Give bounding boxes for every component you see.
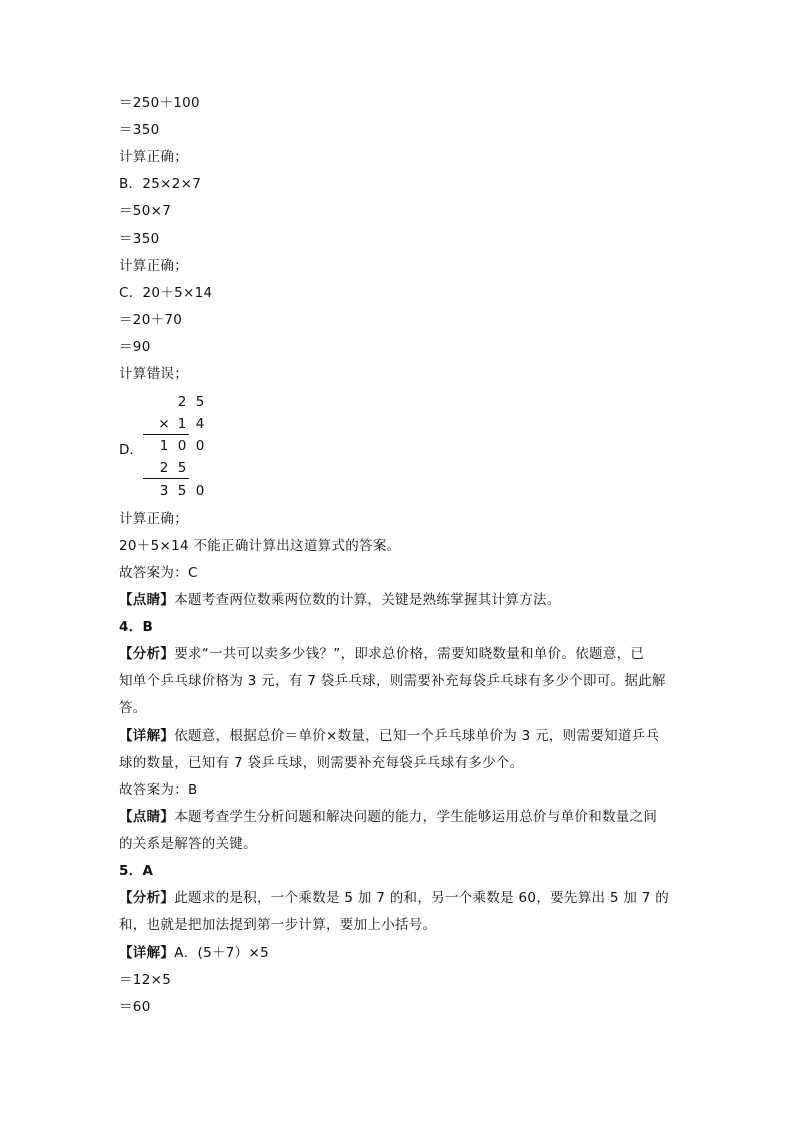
answer-line-q3: 故答案为：C xyxy=(119,565,198,581)
divider-line xyxy=(143,478,189,479)
digit: 4 xyxy=(195,416,205,432)
digit: 2 xyxy=(177,394,187,410)
tag-fenxi: 【分析】 xyxy=(119,646,175,662)
question-5-heading: 5．A xyxy=(119,863,154,879)
digit: 1 xyxy=(159,438,169,454)
solution-line: 计算错误； xyxy=(119,366,188,382)
detail-text: 依题意，根据总价＝单价×数量，已知一个乒乓球单价为 3 元，则需要知道乒乓 xyxy=(174,728,660,744)
result-text: 计算正确； xyxy=(119,511,188,527)
solution-line: ＝20＋70 xyxy=(119,312,183,328)
analysis-q4 xyxy=(119,644,644,664)
analysis-text: 和，也就是把加法提到第一步计算，要加上小括号。 xyxy=(119,917,437,933)
tag-dianjing: 【点睛】 xyxy=(119,809,175,825)
conclusion-text: 20＋5×14 不能正确计算出这道算式的答案。 xyxy=(119,538,401,554)
solution-line: 计算正确； xyxy=(119,258,188,274)
times-sign: × xyxy=(158,416,170,432)
detail-q4 xyxy=(119,726,659,746)
mult-row-partial-1 xyxy=(141,436,211,456)
digit: 5 xyxy=(177,483,187,499)
solution-line: C．20＋5×14 xyxy=(119,285,213,301)
detail-q5 xyxy=(119,943,269,963)
digit: 0 xyxy=(177,438,187,454)
solution-line: B．25×2×7 xyxy=(119,176,202,192)
comment-text: 的关系是解答的关键。 xyxy=(119,836,257,852)
tag-fenxi: 【分析】 xyxy=(119,890,175,906)
analysis-text: 要求“一共可以卖多少钱？”，即求总价格，需要知晓数量和单价。依题意，已 xyxy=(174,646,645,662)
comment-q3 xyxy=(119,590,561,610)
tag-dianjing: 【点睛】 xyxy=(119,592,175,608)
solution-line: ＝90 xyxy=(119,339,151,355)
mult-row-multiplicand xyxy=(141,392,211,412)
solution-line: ＝50×7 xyxy=(119,203,172,219)
solution-line: ＝350 xyxy=(119,231,160,247)
solution-line: ＝250＋100 xyxy=(119,95,200,111)
comment-text: 本题考查两位数乘两位数的计算，关键是熟练掌握其计算方法。 xyxy=(174,592,561,608)
solution-line: ＝350 xyxy=(119,122,160,138)
digit: 5 xyxy=(177,460,187,476)
solution-line: 计算正确； xyxy=(119,149,188,165)
answer-line-q4: 故答案为：B xyxy=(119,782,198,798)
analysis-q5 xyxy=(119,888,669,908)
digit: 5 xyxy=(195,394,205,410)
digit: 3 xyxy=(159,483,169,499)
equation-line: ＝60 xyxy=(119,999,151,1015)
analysis-text: 此题求的是积，一个乘数是 5 加 7 的和，另一个乘数是 60，要先算出 5 加 7 的 xyxy=(174,890,670,906)
detail-text: A．(5＋7）×5 xyxy=(174,945,269,961)
tag-xiangjie: 【详解】 xyxy=(119,945,175,961)
digit: 0 xyxy=(195,438,205,454)
vertical-multiplication xyxy=(119,392,239,502)
digit: 2 xyxy=(159,460,169,476)
option-d-label: D． xyxy=(119,442,143,458)
equation-line: ＝12×5 xyxy=(119,972,172,988)
digit: 1 xyxy=(177,416,187,432)
mult-row-multiplier xyxy=(141,414,211,434)
comment-text: 本题考查学生分析问题和解决问题的能力，学生能够运用总价与单价和数量之间 xyxy=(174,809,658,825)
analysis-text: 答。 xyxy=(119,700,147,716)
tag-xiangjie: 【详解】 xyxy=(119,728,175,744)
digit: 0 xyxy=(195,483,205,499)
question-4-heading: 4．B xyxy=(119,619,154,635)
divider-line xyxy=(143,434,189,435)
detail-text: 球的数量，已知有 7 袋乒乓球，则需要补充每袋乒乓球有多少个。 xyxy=(119,755,524,771)
comment-q4 xyxy=(119,807,657,827)
analysis-text: 知单个乒乓球价格为 3 元，有 7 袋乒乓球，则需要补充每袋乒乓球有多少个即可。据此解 xyxy=(119,673,666,689)
mult-row-partial-2 xyxy=(141,458,211,478)
mult-row-product xyxy=(141,481,211,501)
